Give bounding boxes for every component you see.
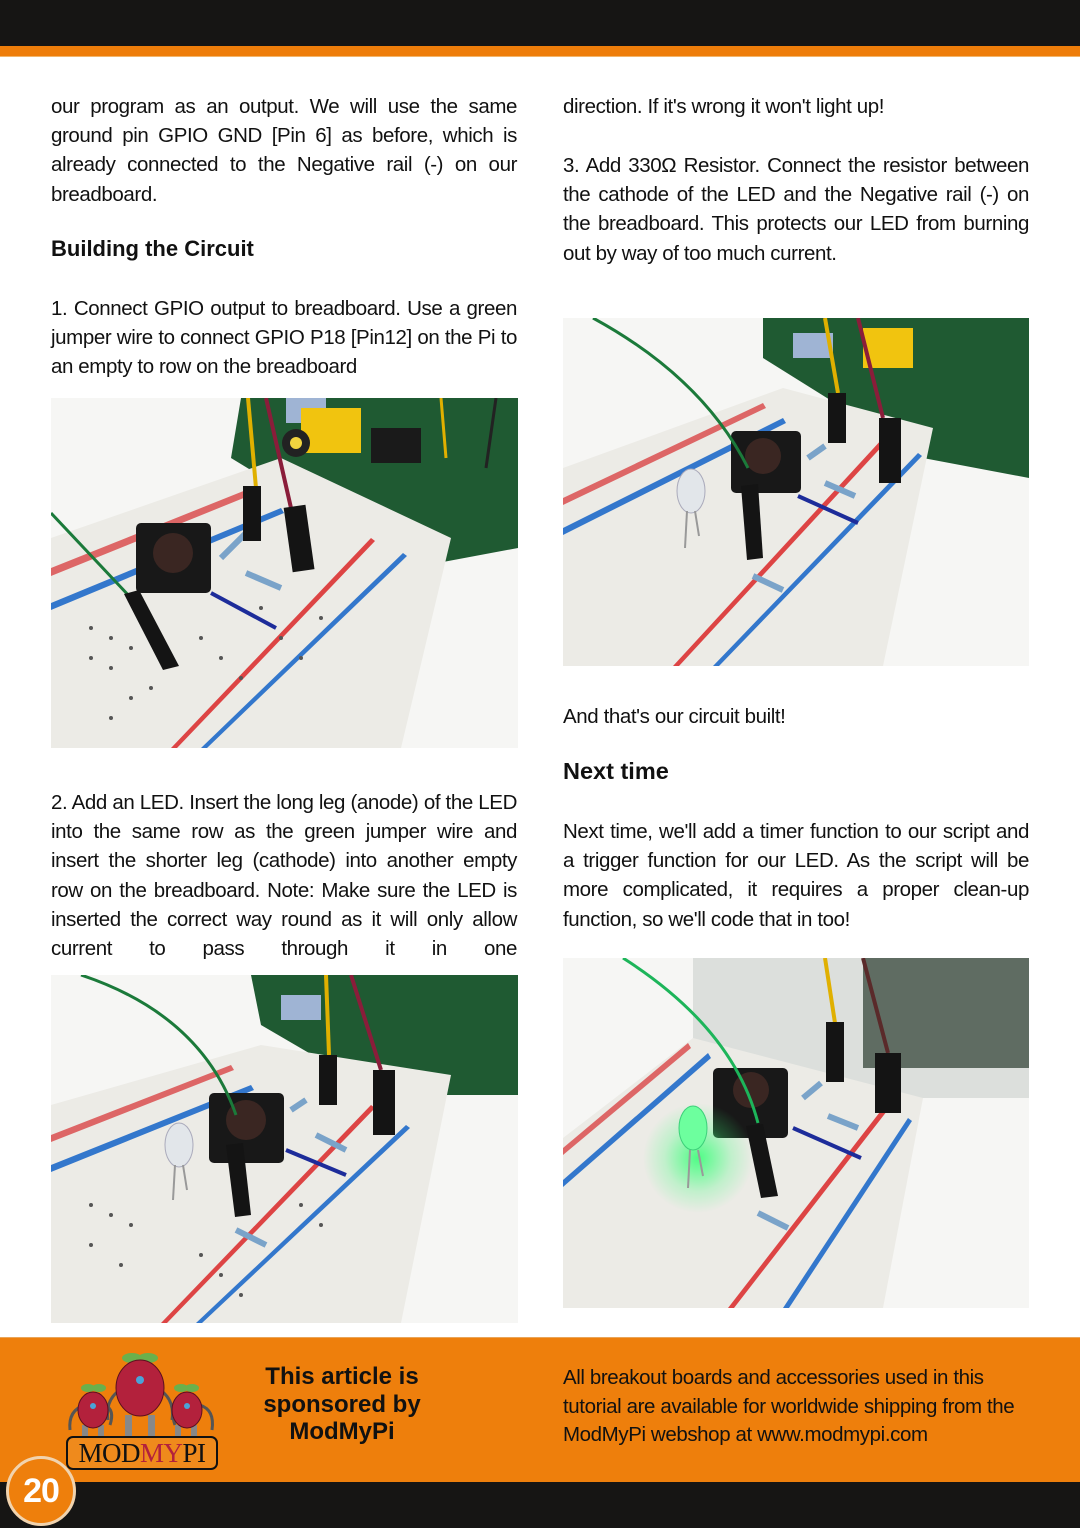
breadboard-led-photo-image	[51, 975, 518, 1323]
section-heading-building-circuit: Building the Circuit	[51, 236, 254, 261]
logo-text-pi: PI	[182, 1438, 206, 1468]
breadboard-resistor-photo-image	[563, 318, 1029, 666]
photo-led-lit	[563, 958, 1029, 1308]
next-time-paragraph: Next time, we'll add a timer function to our script and a trigger function for our LED. As the script will be more complicated, it requires a proper clean-up function, so we'll code that in too!	[563, 820, 1029, 931]
page-number-badge: 20	[6, 1456, 76, 1526]
step-3-paragraph: 3. Add 330Ω Resistor. Connect the resistor between the cathode of the LED and the Negative rail (-) on the breadboard. This protects our LED from burning out by way of too much current.	[563, 154, 1029, 265]
circuit-built-text: And that's our circuit built!	[563, 705, 786, 728]
intro-paragraph: our program as an output. We will use the same ground pin GPIO GND [Pin 6] as before, which is already connected to the Negative rail (-) on our breadboard.	[51, 95, 517, 206]
photo-step-1	[51, 398, 518, 748]
continuation-paragraph: direction. If it's wrong it won't light up!	[563, 95, 885, 118]
webshop-info-text: All breakout boards and accessories used in this tutorial are available for worldwide shipping from the ModMyPi webshop at www.modmypi.com	[563, 1366, 1015, 1446]
logo-text-my: MY	[139, 1438, 183, 1468]
header-orange-stripe	[0, 46, 1080, 57]
photo-step-3	[563, 318, 1029, 666]
sponsor-line-2: sponsored by	[263, 1390, 421, 1418]
section-heading-next-time: Next time	[563, 758, 669, 784]
sponsor-line-1: This article is	[265, 1363, 419, 1390]
modmypi-wordmark	[66, 1436, 218, 1470]
step-2-paragraph: 2. Add an LED. Insert the long leg (anode) of the LED into the same row as the green jumper wire and insert the shorter leg (cathode) into another empty row on the breadboard. Note: Make sure the LED is inserted the correct way round as it will only allow current to pass through it in one	[51, 791, 517, 961]
sponsor-line-3: ModMyPi	[289, 1418, 395, 1445]
step-1-paragraph: 1. Connect GPIO output to breadboard. Use a green jumper wire to connect GPIO P18 [Pin12] on the Pi to an empty to row on the breadboard	[51, 297, 517, 379]
logo-text-mod: MOD	[78, 1438, 140, 1468]
footer-bar	[0, 1482, 1080, 1528]
header-bar	[0, 0, 1080, 46]
breadboard-green-led-photo-image	[563, 958, 1029, 1308]
sponsor-message	[232, 1363, 452, 1446]
breadboard-photo-image	[51, 398, 518, 748]
photo-step-2	[51, 975, 518, 1323]
